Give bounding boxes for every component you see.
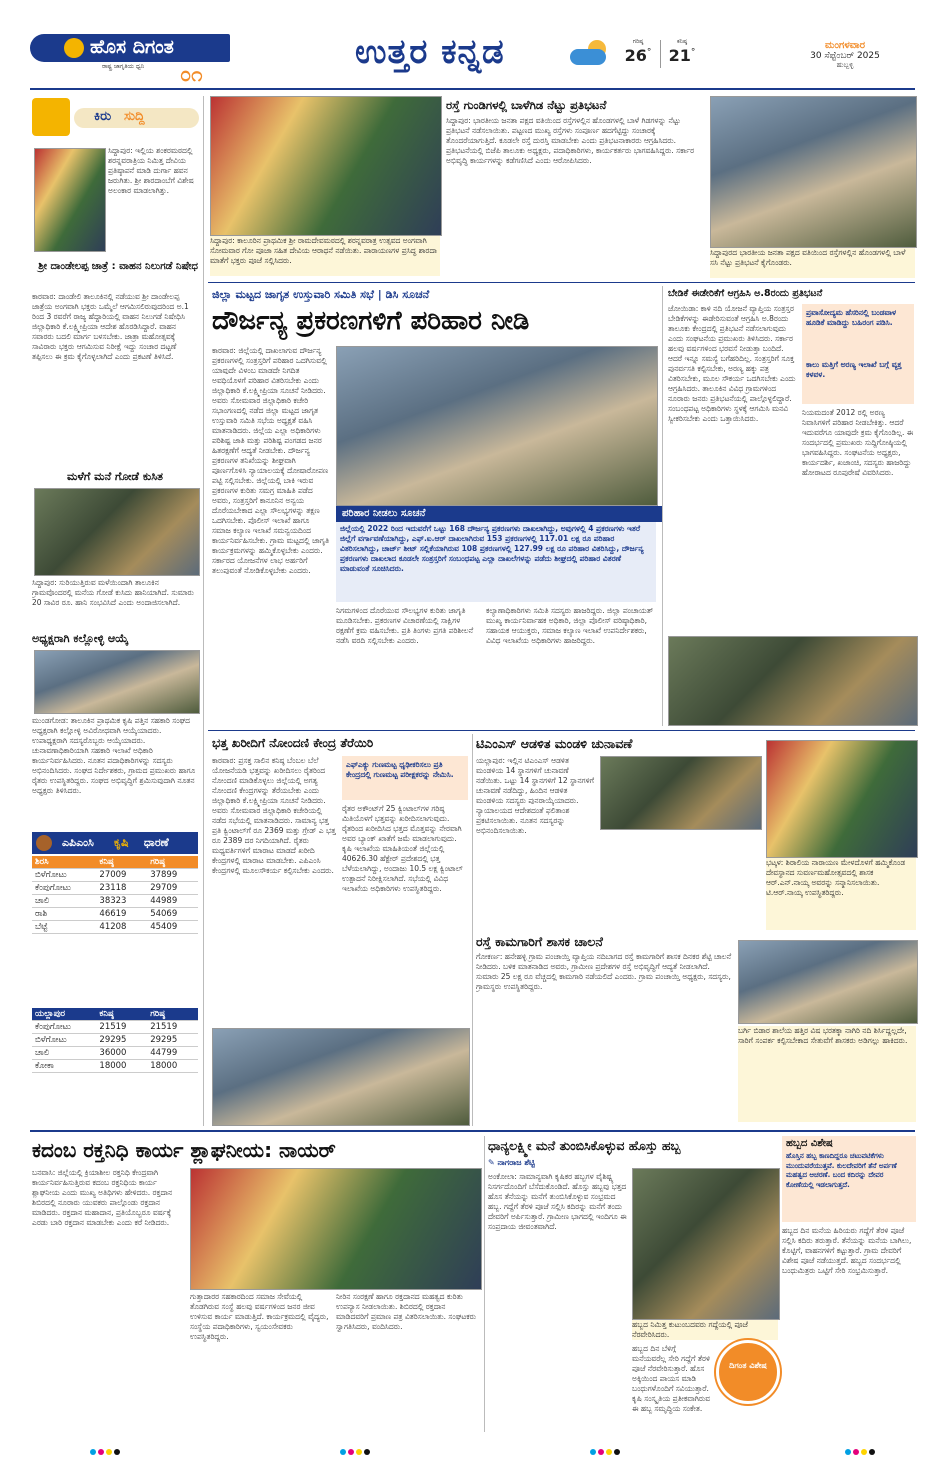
arecanut-icon [36, 835, 52, 851]
registration-marks-left [90, 1440, 122, 1459]
weather-max [620, 38, 656, 65]
lead-text-col4: ಕಲ್ಯಾಣಾಧಿಕಾರಿಗಳು ಸಮಿತಿ ಸದಸ್ಯರು ಹಾಜರಿದ್ದರು. ಜಿಲ್ಲಾ ಪಂಚಾಯತ್ ಮುಖ್ಯ ಕಾರ್ಯನಿರ್ವಾಹಕ ಅಧಿಕಾರಿ, ಜಿಲ್ಲಾ ಪೊಲೀಸ್ ವರಿಷ್ಠಾಧಿಕಾರಿ, ಸಹಾಯಕ ಆಯುಕ್ತರು, ಸಮಾಜ ಕಲ್ಯಾಣ ಇಲಾಖೆ ಉಪನಿರ್ದೇಶಕರು, ವಿವಿಧ ಇಲಾಖೆಯ ಅಧಿಕಾರಿಗಳು ಹಾಜರಿದ್ದರು. [486, 606, 654, 645]
row-divider-3 [30, 1130, 915, 1132]
table-row: ಬೆಟ್ಟೆ 41208 45409 [32, 921, 198, 934]
lead-text-col1: ಕಾರವಾರ: ಜಿಲ್ಲೆಯಲ್ಲಿ ದಾಖಲಾಗುವ ದೌರ್ಜನ್ಯ ಪ್ರಕರಣಗಳಲ್ಲಿ ಸಂತ್ರಸ್ತರಿಗೆ ಪರಿಹಾರ ಒದಗಿಸುವಲ್ಲಿ ಯಾವುದೇ ವಿಳಂಬ ಮಾಡದೇ ನಿಗದಿತ ಅವಧಿಯೊಳಗೆ ಪರಿಹಾರ ವಿತರಿಸಬೇಕು ಎಂದು ಜಿಲ್ಲಾಧಿಕಾರಿ ಕೆ.ಲಕ್ಷ್ಮೀಪ್ರಿಯಾ ಸೂಚನೆ ನೀಡಿದರು. ಅವರು ಸೋಮವಾರ ಜಿಲ್ಲಾಧಿಕಾರಿ ಕಚೇರಿ ಸಭಾಂಗಣದಲ್ಲಿ ನಡೆದ ಜಿಲ್ಲಾ ಮಟ್ಟದ ಜಾಗೃತ ಉಸ್ತುವಾರಿ ಸಮಿತಿ ಸಭೆಯ ಅಧ್ಯಕ್ಷತೆ ವಹಿಸಿ ಮಾತನಾಡಿದರು. ಜಿಲ್ಲೆಯ ಎಲ್ಲಾ ಅಧಿಕಾರಿಗಳು ಪರಿಶಿಷ್ಟ ಜಾತಿ ಮತ್ತು ಪರಿಶಿಷ್ಟ ಪಂಗಡದ ಜನರ ಹಿತರಕ್ಷಣೆಗೆ ಆದ್ಯತೆ ನೀಡಬೇಕು. ದೌರ್ಜನ್ಯ ಪ್ರಕರಣಗಳ ತನಿಖೆಯನ್ನು ಶೀಘ್ರವಾಗಿ ಪೂರ್ಣಗೊಳಿಸಿ ನ್ಯಾಯಾಲಯಕ್ಕೆ ದೋಷಾರೋಪಣ ಪಟ್ಟಿ ಸಲ್ಲಿಸಬೇಕು. ಜಿಲ್ಲೆಯಲ್ಲಿ ಬಾಕಿ ಇರುವ ಪ್ರಕರಣಗಳ ಕುರಿತು ಸಮಗ್ರ ಮಾಹಿತಿ ಪಡೆದ ಅವರು, ಸಂತ್ರಸ್ತರಿಗೆ ಕಾನೂನಿನ ಅನ್ವಯ ದೊರೆಯಬೇಕಾದ ಎಲ್ಲಾ ಸೌಲಭ್ಯಗಳನ್ನು ತಕ್ಷಣ ಒದಗಿಸಬೇಕು. ಪೊಲೀಸ್ ಇಲಾಖೆ ಹಾಗೂ ಸಮಾಜ ಕಲ್ಯಾಣ ಇಲಾಖೆ ಸಮನ್ವಯದಿಂದ ಕಾರ್ಯನಿರ್ವಹಿಸಬೇಕು. ಗ್ರಾಮ ಮಟ್ಟದಲ್ಲಿ ಜಾಗೃತಿ ಕಾರ್ಯಕ್ರಮಗಳನ್ನು ಹಮ್ಮಿಕೊಳ್ಳಬೇಕು ಎಂದರು. ಸರ್ಕಾರದ ಯೋಜನೆಗಳ ಲಾಭ ಅರ್ಹರಿಗೆ ತಲುಪುವಂತೆ ನೋಡಿಕೊಳ್ಳಬೇಕು ಎಂದರು. [212, 346, 330, 575]
festival-side-points: ಹೊಸ್ತಿನ ಹಬ್ಬ ಕಾಣದಿದ್ದರೂ ಚಟುವಟಿಕೆಗಳು ಮುಂದುವರೆಯುತ್ತವೆ. ಕುಲದೇವರಿಗೆ ತೆನೆ ಅರ್ಪಣೆ ಮಹತ್ವದ ಆಚರಣೆ. ಬಂದ ಕದಿರನ್ನು ದೇವರ ಕೋಣೆಯಲ್ಲಿ ಇಡಲಾಗುತ್ತದೆ. [786, 1152, 897, 1189]
left-story3-text: ಸಿದ್ದಾಪುರ: ಸುರಿಯುತ್ತಿರುವ ಮಳೆಯಿಂದಾಗಿ ತಾಲೂಕಿನ ಗ್ರಾಮವೊಂದರಲ್ಲಿ ಮನೆಯ ಗೋಡೆ ಕುಸಿದು ಹಾನಿಯಾಗಿದೆ. ಸುಮಾರು 20 ಸಾವಿರ ರೂ. ಹಾನಿ ಸಂಭವಿಸಿದೆ ಎಂದು ಅಂದಾಜಿಸಲಾಗಿದೆ. [32, 578, 194, 607]
tms-photo [600, 756, 762, 830]
protest-text: ಸಿದ್ದಾಪುರ: ಭಾರತೀಯ ಜನತಾ ಪಕ್ಷದ ವತಿಯಿಂದ ರಸ್ತೆಗಳಲ್ಲಿನ ಹೊಂಡಗಳಲ್ಲಿ ಬಾಳೆ ಗಿಡಗಳನ್ನು ನೆಟ್ಟು ಪ್ರತಿಭಟನೆ ನಡೆಸಲಾಯಿತು. ಪಟ್ಟಣದ ಮುಖ್ಯ ರಸ್ತೆಗಳು ಸಂಪೂರ್ಣ ಹದಗೆಟ್ಟಿದ್ದು ಸಂಚಾರಕ್ಕೆ ತೊಂದರೆಯಾಗುತ್ತಿದೆ. ಕೂಡಲೇ ರಸ್ತೆ ದುರಸ್ತಿ ಮಾಡಬೇಕು ಎಂದು ಪ್ರತಿಭಟನಾಕಾರರು ಆಗ್ರಹಿಸಿದರು. ಪ್ರತಿಭಟನೆಯಲ್ಲಿ ಬಿಜೆಪಿ ತಾಲೂಕು ಅಧ್ಯಕ್ಷರು, ಪದಾಧಿಕಾರಿಗಳು, ಕಾರ್ಯಕರ್ತರು ಭಾಗವಹಿಸಿದ್ದರು. ಸರ್ಕಾರ ಅಭಿವೃದ್ಧಿ ಕಾರ್ಯಗಳನ್ನು ಕಡೆಗಣಿಸಿದೆ ಎಂದು ಆರೋಪಿಸಿದರು. [446, 116, 695, 165]
dateline [770, 40, 920, 70]
weather-min-label: ಕನಿಷ್ಠ [676, 38, 688, 45]
market-box [32, 832, 198, 1122]
bottom-vertical-rule [484, 1136, 485, 1432]
festival-side-text: ಹಬ್ಬದ ದಿನ ಮನೆಯ ಹಿರಿಯರು ಗದ್ದೆಗೆ ತೆರಳಿ ಪೂಜೆ ಸಲ್ಲಿಸಿ ಕದಿರು ತರುತ್ತಾರೆ. ತೆನೆಯನ್ನು ಮನೆಯ ಬಾಗಿಲು, ಕೊಟ್ಟಿಗೆ, ವಾಹನಗಳಿಗೆ ಕಟ್ಟುತ್ತಾರೆ. ಗ್ರಾಮ ದೇವರಿಗೆ ವಿಶೇಷ ಪೂಜೆ ನಡೆಯುತ್ತದೆ. ಹಬ್ಬದ ಸಂದರ್ಭದಲ್ಲಿ ಬಂಧುಮಿತ್ರರು ಒಟ್ಟಿಗೆ ಸೇರಿ ಸಂಭ್ರಮಿಸುತ್ತಾರೆ. [782, 1226, 912, 1275]
protest-head: ರಸ್ತೆ ಗುಂಡಿಗಳಲ್ಲಿ ಬಾಳೆಗಿಡ ನೆಟ್ಟು ಪ್ರತಿಭಟನೆ [446, 98, 607, 112]
harvest-text: ಅಂಕೋಲಾ: ಸಾಮಾನ್ಯವಾಗಿ ಕೃಷಿಕರ ಹಬ್ಬಗಳ ವೈಶಿಷ್ಟ್ಯ ನಿಸರ್ಗದೊಂದಿಗೆ ಬೆಸೆದುಕೊಂಡಿದೆ. ಹೊಸ್ತು ಹಬ್ಬವು ಭತ್ತದ ಹೊಸ ತೆನೆಯನ್ನು ಮನೆಗೆ ತುಂಬಿಸಿಕೊಳ್ಳುವ ಸಂಭ್ರಮದ ಹಬ್ಬ. ಗದ್ದೆಗೆ ತೆರಳಿ ಪೂಜೆ ಸಲ್ಲಿಸಿ ಕದಿರನ್ನು ಮನೆಗೆ ತಂದು ದೇವರಿಗೆ ಅರ್ಪಿಸುತ್ತಾರೆ. ಗ್ರಾಮೀಣ ಭಾಗದಲ್ಲಿ ಇಂದಿಗೂ ಈ ಸಂಪ್ರದಾಯ ಜೀವಂತವಾಗಿದೆ. [488, 1172, 627, 1231]
sirsi-max-label: ಗರಿಷ್ಠ [147, 856, 198, 869]
blood-text3: ನೀರಿನ ಸಂರಕ್ಷಣೆ ಹಾಗೂ ರಕ್ತದಾನದ ಮಹತ್ವದ ಕುರಿತು ಉಪನ್ಯಾಸ ನೀಡಲಾಯಿತು. ಶಿಬಿರದಲ್ಲಿ ರಕ್ತದಾನ ಮಾಡಿದವರಿಗೆ ಪ್ರಮಾಣ ಪತ್ರ ವಿತರಿಸಲಾಯಿತು. ಸಂಘಟಕರು ಸ್ವಾಗತಿಸಿದರು, ವಂದಿಸಿದರು. [336, 1292, 476, 1331]
table-row: ಕೆಂಪುಗೋಟು 21519 21519 [32, 1021, 198, 1034]
edition-title: ಉತ್ತರ ಕನ್ನಡ [355, 32, 505, 72]
lead-text-col3: ನಿಗಮಗಳಿಂದ ದೊರೆಯುವ ಸೌಲಭ್ಯಗಳ ಕುರಿತು ಜಾಗೃತಿ ಮೂಡಿಸಬೇಕು. ಪ್ರಕರಣಗಳ ವಿಚಾರಣೆಯಲ್ಲಿ ಸಾಕ್ಷಿಗಳ ರಕ್ಷಣೆಗೆ ಕ್ರಮ ವಹಿಸಬೇಕು. ಪ್ರತಿ ತಿಂಗಳು ಪ್ರಗತಿ ಪರಿಶೀಲನೆ ನಡೆಸಿ ವರದಿ ಸಲ್ಲಿಸಬೇಕು ಎಂದರು. [336, 606, 474, 645]
left-story4-text: ಮುಂಡಗೋಡ: ತಾಲೂಕಿನ ಪ್ರಾಥಮಿಕ ಕೃಷಿ ಪತ್ತಿನ ಸಹಕಾರಿ ಸಂಘದ ಅಧ್ಯಕ್ಷರಾಗಿ ಕಲ್ಲೋಳ್ಳಿ ಅವಿರೋಧವಾಗಿ ಆಯ್ಕೆಯಾದರು. ಉಪಾಧ್ಯಕ್ಷರಾಗಿ ಸದಸ್ಯರೊಬ್ಬರು ಆಯ್ಕೆಯಾದರು. ಚುನಾವಣಾಧಿಕಾರಿಯಾಗಿ ಸಹಕಾರಿ ಇಲಾಖೆ ಅಧಿಕಾರಿ ಕಾರ್ಯನಿರ್ವಹಿಸಿದರು. ನೂತನ ಪದಾಧಿಕಾರಿಗಳನ್ನು ಸದಸ್ಯರು ಅಭಿನಂದಿಸಿದರು. ಸಂಘದ ನಿರ್ದೇಶಕರು, ಗ್ರಾಮದ ಪ್ರಮುಖರು ಹಾಗೂ ರೈತರು ಉಪಸ್ಥಿತರಿದ್ದರು. ಸಂಘದ ಅಭಿವೃದ್ಧಿಗೆ ಶ್ರಮಿಸುವುದಾಗಿ ನೂತನ ಅಧ್ಯಕ್ಷರು ತಿಳಿಸಿದರು. [32, 716, 196, 795]
weather-min-value: 21 [668, 46, 691, 65]
kirusuddi-label-a: ಕಿರು [94, 109, 112, 124]
paddy-head: ಭತ್ತ ಖರೀದಿಗೆ ನೋಂದಣಿ ಕೇಂದ್ರ ತೆರೆಯಿರಿ [212, 736, 374, 750]
market-title-a: ಎಪಿಎಂಸಿ [62, 836, 98, 849]
lead-headline: ದೌರ್ಜನ್ಯ ಪ್ರಕರಣಗಳಿಗೆ ಪರಿಹಾರ ನೀಡಿ [212, 306, 530, 336]
kirusuddi-label-b: ಸುದ್ದಿ [124, 109, 145, 124]
right-bullet1: ಪ್ರವಾಸೋದ್ಯಮ ಹೆಸರಿನಲ್ಲಿ ಬಂಡವಾಳ ಹೂಡಿಕೆ ಮಾಡಿದ್ದು ಬಹಿರಂಗ ಪಡಿಸಿ. [806, 308, 897, 327]
registration-marks-center-right [590, 1440, 622, 1459]
byline-pen-icon: ✎ [488, 1158, 498, 1167]
left-story2-head: ಶ್ರೀ ದಾಂಡೇಲಪ್ಪ ಜಾತ್ರೆ : ವಾಹನ ನಿಲುಗಡೆ ನಿಷೇಧ [38, 261, 198, 272]
protest-photo [710, 96, 917, 248]
group-photo-left [34, 650, 200, 714]
kirusuddi-header [32, 98, 202, 138]
lead-kicker: ಜಿಲ್ಲಾ ಮಟ್ಟದ ಜಾಗೃತ ಉಸ್ತುವಾರಿ ಸಮಿತಿ ಸಭೆ | ಡಿಸಿ ಸೂಚನೆ [212, 288, 430, 301]
weather-min-unit: ° [690, 47, 696, 58]
festival-side-head: ಹಬ್ಬದ ವಿಶೇಷ [786, 1138, 833, 1149]
weather-icon [570, 40, 610, 66]
protest-caption: ಸಿದ್ದಾಪುರದ ಭಾರತೀಯ ಜನತಾ ಪಕ್ಷದ ವತಿಯಿಂದ ರಸ್ತೆಗಳಲ್ಲಿನ ಹೊಂಡಗಳಲ್ಲಿ ಬಾಳೆ ಸಸಿ ನೆಟ್ಟು ಪ್ರತಿಭಟನೆ ಕೈಗೊಂಡರು. [710, 248, 915, 278]
left-story3-head: ಮಳೆಗೆ ಮನೆ ಗೋಡೆ ಕುಸಿತ [67, 470, 163, 483]
market-title-b: ಕೃಷಿ [114, 836, 129, 849]
harvest-byline [488, 1158, 608, 1168]
left-story4-head: ಅಧ್ಯಕ್ಷರಾಗಿ ಕಲ್ಲೋಳ್ಳಿ ಆಯ್ಕೆ [32, 632, 129, 645]
seal-text: ದಿಗಂತ ವಿಶೇಷ [729, 1361, 767, 1370]
left-story1: ಸಿದ್ದಾಪುರ: ಇಲ್ಲಿಯ ಶಂಕರಮಠದಲ್ಲಿ ಶರನ್ನವರಾತ್ರಿಯ ನಿಮಿತ್ತ ದೇವಿಯ ಪ್ರತಿಷ್ಠಾಪನೆ ಮಾಡಿ ದುರ್ಗಾ ಹವನ ಜರುಗಿತು. ಶ್ರೀ ಶಾರದಾಂಬೆಗೆ ವಿಶೇಷ ಅಲಂಕಾರ ಮಾಡಲಾಗಿತ್ತು. [108, 146, 194, 195]
meeting-photo [336, 346, 658, 506]
blood-text: ಬನವಾಸಿ: ಜಿಲ್ಲೆಯಲ್ಲಿ ಕ್ರಿಯಾಶೀಲ ರಕ್ತನಿಧಿ ಕೇಂದ್ರವಾಗಿ ಕಾರ್ಯನಿರ್ವಹಿಸುತ್ತಿರುವ ಕದಂಬ ರಕ್ತನಿಧಿಯ ಕಾರ್ಯ ಶ್ಲಾಘನೀಯ ಎಂದು ಮುಖ್ಯ ಅತಿಥಿಗಳು ಹೇಳಿದರು. ರಕ್ತದಾನ ಶಿಬಿರದಲ್ಲಿ ನೂರಾರು ಯುವಕರು ಪಾಲ್ಗೊಂಡು ರಕ್ತದಾನ ಮಾಡಿದರು. ರಕ್ತದಾನ ಮಹಾದಾನ, ಪ್ರತಿಯೊಬ್ಬರೂ ವರ್ಷಕ್ಕೆ ಎರಡು ಬಾರಿ ರಕ್ತದಾನ ಮಾಡಬೇಕು ಎಂದು ಕರೆ ನೀಡಿದರು. [32, 1168, 173, 1227]
column-divider [203, 96, 204, 1126]
table-row: ಕೆಂಪುಗೋಟು 23118 29709 [32, 882, 198, 895]
tagline: ರಾಷ್ಟ್ರ ಜಾಗೃತಿಯ ಧ್ವನಿ [102, 63, 145, 70]
right-bullet2: ಕಾಲು ಮತ್ತಿಗೆ ಅರಣ್ಯ ಇಲಾಖೆ ಬಗ್ಗೆ ವ್ಯಕ್ತ ಕಳವಳ. [806, 360, 902, 379]
masthead-rule [30, 88, 915, 90]
house-photo [34, 488, 200, 576]
paddy-callout-text: ಎಫ್‌ಎಕ್ಯು ಗುಣಮಟ್ಟ ಧೃಢೀಕರಿಸಲು ಪ್ರತಿ ಕೇಂದ್ರದಲ್ಲಿ ಗುಣಮಟ್ಟ ಪರೀಕ್ಷಕರನ್ನು ನೇಮಿಸಿ. [346, 760, 454, 779]
weather-min [664, 38, 700, 65]
weather-max-label: ಗರಿಷ್ಠ [632, 38, 644, 45]
city: ಹುಬ್ಬಳ್ಳಿ [836, 61, 854, 69]
road-photo [738, 940, 918, 1024]
weather-max-unit: ° [646, 47, 652, 58]
relief-box-text: ಜಿಲ್ಲೆಯಲ್ಲಿ 2022 ರಿಂದ ಇದುವರೆಗೆ ಒಟ್ಟು 168 ದೌರ್ಜನ್ಯ ಪ್ರಕರಣಗಳು ದಾಖಲಾಗಿದ್ದು, ಅವುಗಳಲ್ಲಿ 4 ಪ್ರಕರಣಗಳು ಇತರೆ ಜಿಲ್ಲೆಗೆ ವರ್ಗಾವಣೆಯಾಗಿದ್ದು, ಎಫ್.ಐ.ಆರ್ ದಾಖಲಾಗಿರುವ 153 ಪ್ರಕರಣಗಳಲ್ಲಿ 117.01 ಲಕ್ಷ ರೂ ಪರಿಹಾರ ವಿತರಿಸಲಾಗಿದ್ದು, ಚಾರ್ಜ್ ಶೀಟ್ ಸಲ್ಲಿಕೆಯಾಗಿರುವ 108 ಪ್ರಕರಣಗಳಲ್ಲಿ 127.99 ಲಕ್ಷ ರೂ ಪರಿಹಾರ ವಿತರಿಸಿದ್ದು, ದೌರ್ಜನ್ಯ ಪ್ರಕರಣಗಳು ದಾಖಲಾದ ಕೂಡಲೇ ಸಂತ್ರಸ್ತರಿಗೆ ಸಂಬಂಧಪಟ್ಟ ಎಲ್ಲಾ ದಾಖಲೆಗಳನ್ನು ಪಡೆದು ಶೀಘ್ರದಲ್ಲಿ ಪರಿಹಾರ ವಿತರಣೆ ಮಾಡುವಂತೆ ಸೂಚಿಸಿದರು. [340, 524, 644, 573]
relief-box [336, 506, 656, 602]
blood-camp-photo [190, 1168, 482, 1290]
page-number: ೦೧ [180, 62, 203, 86]
finger-icon [32, 98, 70, 136]
yellapur-max-label: ಗರಿಷ್ಠ [147, 1008, 198, 1021]
sirsi-table [32, 856, 198, 934]
relief-box-title: ಪರಿಹಾರ ನೀಡಲು ಸೂಚನೆ [336, 506, 662, 522]
row-divider-2 [208, 730, 915, 731]
festival-side-box [782, 1136, 916, 1222]
right-text: ಜೋಯಿಡಾ: ಕಾಳಿ ನದಿ ಯೋಜನೆ ವ್ಯಾಪ್ತಿಯ ಸಂತ್ರಸ್ತರ ಬೇಡಿಕೆಗಳನ್ನು ಈಡೇರಿಸುವಂತೆ ಆಗ್ರಹಿಸಿ ಅ.8ರಂದು ತಾಲೂಕು ಕೇಂದ್ರದಲ್ಲಿ ಪ್ರತಿಭಟನೆ ನಡೆಸಲಾಗುವುದು ಎಂದು ಸಂಘಟನೆಯ ಪ್ರಮುಖರು ತಿಳಿಸಿದರು. ಸರ್ಕಾರ ಹಲವು ವರ್ಷಗಳಿಂದ ಭರವಸೆ ನೀಡುತ್ತಾ ಬಂದಿದೆ. ಆದರೆ ಇನ್ನೂ ಸಮಸ್ಯೆ ಬಗೆಹರಿದಿಲ್ಲ. ಸಂತ್ರಸ್ತರಿಗೆ ಸೂಕ್ತ ಪುನರ್ವಸತಿ ಕಲ್ಪಿಸಬೇಕು, ಅರಣ್ಯ ಹಕ್ಕು ಪತ್ರ ವಿತರಿಸಬೇಕು, ಮೂಲ ಸೌಕರ್ಯ ಒದಗಿಸಬೇಕು ಎಂದು ಆಗ್ರಹಿಸಿದರು. ತಾಲೂಕಿನ ವಿವಿಧ ಗ್ರಾಮಗಳಿಂದ ನೂರಾರು ಜನರು ಪ್ರತಿಭಟನೆಯಲ್ಲಿ ಪಾಲ್ಗೊಳ್ಳಲಿದ್ದಾರೆ. ಸಂಬಂಧಪಟ್ಟ ಅಧಿಕಾರಿಗಳು ಸ್ಥಳಕ್ಕೆ ಆಗಮಿಸಿ ಮನವಿ ಸ್ವೀಕರಿಸಬೇಕು ಎಂದು ಒತ್ತಾಯಿಸಿದರು. [668, 304, 796, 423]
market-header [32, 832, 198, 854]
tms-text: ಯಲ್ಲಾಪುರ: ಇಲ್ಲಿನ ಟಿಎಂಎಸ್ ಆಡಳಿತ ಮಂಡಳಿಯ 14 ಸ್ಥಾನಗಳಿಗೆ ಚುನಾವಣೆ ನಡೆಯಿತು. ಒಟ್ಟು 14 ಸ್ಥಾನಗಳಿಗೆ 12 ಸ್ಥಾನಗಳಿಗೆ ಚುನಾವಣೆ ನಡೆದಿದ್ದು, ಹಿಂದಿನ ಆಡಳಿತ ಮಂಡಳಿಯ ಸದಸ್ಯರು ಪುನರಾಯ್ಕೆಯಾದರು. ನ್ಯಾಯಾಲಯದ ಆದೇಶದಂತೆ ಫಲಿತಾಂಶ ಪ್ರಕಟಿಸಲಾಯಿತು. ನೂತನ ಸದಸ್ಯರನ್ನು ಅಭಿನಂದಿಸಲಾಯಿತು. [476, 756, 595, 835]
date: 30 ಸೆಪ್ಟೆಂಬರ್ 2025 [810, 51, 880, 61]
byline-name: ನಾಗರಾಜ ಶೆಟ್ಟಿ [497, 1158, 535, 1167]
market-title-c: ಧಾರಣೆ [140, 836, 169, 849]
mid-vertical-rule [472, 734, 473, 1126]
goddess-photo [34, 148, 106, 252]
sirsi-min-label: ಕನಿಷ್ಠ [96, 856, 147, 869]
harvest-head: ಧಾನ್ಯಲಕ್ಷ್ಮೀ ಮನೆ ತುಂಬಿಸಿಕೊಳ್ಳುವ ಹೊಸ್ತು ಹಬ್ಬ [488, 1138, 681, 1153]
masthead [0, 0, 945, 92]
paper-name: ಹೊಸ ದಿಗಂತ [90, 36, 174, 58]
felicitation-caption: ಭಟ್ಕಳ: ಶಿರಾಲಿಯ ನಾರಾಯಣ ಮೇಳದೊಳಗೆ ಹಮ್ಮಿಕೊಂಡ ದೇವಸ್ಥಾನದ ಸುವರ್ಣಮಹೋತ್ಸವದಲ್ಲಿ ಶಾಸಕ ಆರ್.ಎನ್.ನಾಯ್ಕ ಅವರನ್ನು ಸನ್ಮಾನಿಸಲಾಯಿತು. ಟಿ.ಆರ್.ನಾಯ್ಕ ಉಪಸ್ಥಿತರಿದ್ದರು. [766, 858, 916, 930]
left-story2-text: ಕಾರವಾರ: ದಾಂಡೇಲಿ ತಾಲೂಕಿನಲ್ಲಿ ನಡೆಯುವ ಶ್ರೀ ದಾಂಡೇಲಪ್ಪ ಜಾತ್ರೆಯ ಅಂಗವಾಗಿ ಭಕ್ತರು ಒಮ್ಮೆಲೆ ಆಗಮಿಸಲಿರುವುದರಿಂದ ಅ.1 ರಿಂದ 3 ರವರೆಗೆ ರಾಜ್ಯ ಹೆದ್ದಾರಿಯಲ್ಲಿ ವಾಹನ ನಿಲುಗಡೆ ನಿಷೇಧಿಸಿ ಜಿಲ್ಲಾಧಿಕಾರಿ ಕೆ.ಲಕ್ಷ್ಮೀಪ್ರಿಯಾ ಆದೇಶ ಹೊರಡಿಸಿದ್ದಾರೆ. ವಾಹನ ಸವಾರರು ಬದಲಿ ಮಾರ್ಗ ಬಳಸಬೇಕು. ಜಾತ್ರಾ ಮಹೋತ್ಸವಕ್ಕೆ ಸಾವಿರಾರು ಭಕ್ತರು ಆಗಮಿಸುವ ನಿರೀಕ್ಷೆ ಇದ್ದು ಸಂಚಾರ ದಟ್ಟಣೆ ತಪ್ಪಿಸಲು ಈ ಕ್ರಮ ಕೈಗೊಳ್ಳಲಾಗಿದೆ ಎಂದು ಪ್ರಕಟಣೆ ತಿಳಿಸಿದೆ. [32, 292, 189, 361]
sirsi-label: ಶಿರಸಿ [32, 856, 96, 869]
paddy-text2: ರೈತರ ಅಕೌಂಟ್‌ಗೆ 25 ಕ್ವಿಂಟಾಲ್‌ಗಳ ಗರಿಷ್ಠ ಮಿತಿಯೊಳಗೆ ಭತ್ತವನ್ನು ಖರೀದಿಸಲಾಗುವುದು. ರೈತರಿಂದ ಖರೀದಿಸಿದ ಭತ್ತದ ಮೊತ್ತವನ್ನು ನೇರವಾಗಿ ಅವರ ಬ್ಯಾಂಕ್ ಖಾತೆಗೆ ಜಮೆ ಮಾಡಲಾಗುವುದು. ಕೃಷಿ ಇಲಾಖೆಯ ಮಾಹಿತಿಯಂತೆ ಜಿಲ್ಲೆಯಲ್ಲಿ 40626.30 ಹೆಕ್ಟೇರ್ ಪ್ರದೇಶದಲ್ಲಿ ಭತ್ತ ಬೆಳೆಯಲಾಗಿದ್ದು, ಅಂದಾಜು 10.5 ಲಕ್ಷ ಕ್ವಿಂಟಾಲ್ ಉತ್ಪಾದನೆ ನಿರೀಕ್ಷಿಸಲಾಗಿದೆ. ಸಭೆಯಲ್ಲಿ ವಿವಿಧ ಇಲಾಖೆಯ ಅಧಿಕಾರಿಗಳು ಉಪಸ್ಥಿತರಿದ್ದರು. [342, 804, 463, 893]
logo-emblem-icon [64, 38, 84, 58]
road-text: ಗೋಕರ್ಣ: ಹನೇಹಳ್ಳಿ ಗ್ರಾಮ ಪಂಚಾಯ್ತಿ ವ್ಯಾಪ್ತಿಯ ನದಿಬಾಗದ ರಸ್ತೆ ಕಾಮಗಾರಿಗೆ ಶಾಸಕ ದಿನಕರ ಶೆಟ್ಟಿ ಚಾಲನೆ ನೀಡಿದರು. ಬಳಿಕ ಮಾತನಾಡಿದ ಅವರು, ಗ್ರಾಮೀಣ ಪ್ರದೇಶಗಳ ರಸ್ತೆ ಅಭಿವೃದ್ಧಿಗೆ ಆದ್ಯತೆ ನೀಡಲಾಗಿದೆ. ಸುಮಾರು 25 ಲಕ್ಷ ರೂ ವೆಚ್ಚದಲ್ಲಿ ಕಾಮಗಾರಿ ನಡೆಯಲಿದೆ ಎಂದರು. ಗ್ರಾಮ ಪಂಚಾಯ್ತಿ ಅಧ್ಯಕ್ಷರು, ಸದಸ್ಯರು, ಗ್ರಾಮಸ್ಥರು ಉಪಸ್ಥಿತರಿದ್ದರು. [476, 952, 732, 991]
yellapur-table [32, 1008, 198, 1073]
weather-max-value: 26 [624, 46, 647, 65]
right-text2: ನಿಯಮದಂತೆ 2012 ರಲ್ಲಿ ಅರಣ್ಯ ನಿವಾಸಿಗಳಿಗೆ ಪರಿಹಾರ ನೀಡಬೇಕಿತ್ತು. ಆದರೆ ಇದುವರೆಗೂ ಯಾವುದೇ ಕ್ರಮ ಕೈಗೊಂಡಿಲ್ಲ. ಈ ಸಂದರ್ಭದಲ್ಲಿ ಪ್ರಮುಖರು ಸುದ್ದಿಗೋಷ್ಠಿಯಲ್ಲಿ ಭಾಗವಹಿಸಿದ್ದರು. ಸಂಘಟನೆಯ ಅಧ್ಯಕ್ಷರು, ಕಾರ್ಯದರ್ಶಿ, ಖಜಾಂಚಿ, ಸದಸ್ಯರು ಹಾಜರಿದ್ದು ಹೋರಾಟದ ರೂಪುರೇಷೆ ವಿವರಿಸಿದರು. [802, 408, 914, 477]
yellapur-label: ಯಲ್ಲಾಪುರ [32, 1008, 96, 1021]
paddy-meeting-photo [212, 1028, 470, 1126]
harvest-photo [632, 1168, 780, 1320]
temple-caption: ಸಿದ್ದಾಪುರ: ಕಾಲೂರಿನ ಪ್ರಾಥಮಿಕ ಶ್ರೀ ರಾಮದೇವಮಠದಲ್ಲಿ ಶರನ್ನವರಾತ್ರ ಉತ್ಸವದ ಅಂಗವಾಗಿ ಸೋಮವಾರ ಗೋ ಪೂಜಾ ಸಹಿತ ದೇವಿಯ ಆರಾಧನೆ ನಡೆಯಿತು. ಪಾರಾಯಣಗಳ ಪ್ರಸಿದ್ಧ ಶಾರದಾ ಮಾತೆಗೆ ಭಕ್ತರು ಪೂಜೆ ಸಲ್ಲಿಸಿದರು. [210, 236, 440, 276]
paddy-text: ಕಾರವಾರ: ಪ್ರಸಕ್ತ ಸಾಲಿನ ಕನಿಷ್ಠ ಬೆಂಬಲ ಬೆಲೆ ಯೋಜನೆಯಡಿ ಭತ್ತವನ್ನು ಖರೀದಿಸಲು ರೈತರಿಂದ ನೋಂದಣಿ ಮಾಡಿಕೊಳ್ಳಲು ಜಿಲ್ಲೆಯಲ್ಲಿ ಅಗತ್ಯ ನೋಂದಣಿ ಕೇಂದ್ರಗಳನ್ನು ತೆರೆಯಬೇಕು ಎಂದು ಜಿಲ್ಲಾಧಿಕಾರಿ ಕೆ.ಲಕ್ಷ್ಮೀಪ್ರಿಯಾ ಸೂಚನೆ ನೀಡಿದರು. ಅವರು ಸೋಮವಾರ ಜಿಲ್ಲಾಧಿಕಾರಿ ಕಚೇರಿಯಲ್ಲಿ ನಡೆದ ಸಭೆಯಲ್ಲಿ ಮಾತನಾಡಿದರು. ಸಾಮಾನ್ಯ ಭತ್ತ ಪ್ರತಿ ಕ್ವಿಂಟಾಲ್‌ಗೆ ರೂ 2369 ಮತ್ತು ಗ್ರೇಡ್ ಎ ಭತ್ತ ರೂ 2389 ದರ ನಿಗದಿಯಾಗಿದೆ. ರೈತರು ಮಧ್ಯವರ್ತಿಗಳಿಗೆ ಮಾರಾಟ ಮಾಡದೆ ಖರೀದಿ ಕೇಂದ್ರಗಳಲ್ಲಿ ಮಾರಾಟ ಮಾಡಬೇಕು. ಎಪಿಎಂಸಿ ಕೇಂದ್ರಗಳಲ್ಲಿ ಮೂಲಸೌಕರ್ಯ ಕಲ್ಪಿಸಬೇಕು ಎಂದರು. [212, 756, 336, 875]
row-divider-1 [208, 282, 915, 283]
harvest-caption: ಹಬ್ಬದ ನಿಮಿತ್ತ ಕುಟುಂಬದವರು ಗದ್ದೆಯಲ್ಲಿ ಪೂಜೆ ನೆರವೇರಿಸಿದರು. [632, 1320, 778, 1340]
road-head: ರಸ್ತೆ ಕಾಮಗಾರಿಗೆ ಶಾಸಕ ಚಾಲನೆ [476, 934, 603, 949]
lead-vertical-rule [662, 286, 663, 726]
registration-marks-right [845, 1440, 877, 1459]
yellapur-min-label: ಕನಿಷ್ಠ [96, 1008, 147, 1021]
blood-text2: ಗುತ್ತಾದಾರರ ಸಹಕಾರದಿಂದ ಸಮಾಜ ಸೇವೆಯಲ್ಲಿ ತೊಡಗಿರುವ ಸಂಸ್ಥೆ ಹಲವು ವರ್ಷಗಳಿಂದ ಜನರ ಜೀವ ಉಳಿಸುವ ಕಾರ್ಯ ಮಾಡುತ್ತಿದೆ. ಕಾರ್ಯಕ್ರಮದಲ್ಲಿ ವೈದ್ಯರು, ಸಂಸ್ಥೆಯ ಪದಾಧಿಕಾರಿಗಳು, ಸ್ವಯಂಸೇವಕರು ಉಪಸ್ಥಿತರಿದ್ದರು. [190, 1292, 329, 1341]
temple-photo [210, 96, 442, 236]
registration-marks-center-left [340, 1440, 372, 1459]
table-row: ರಾಶಿ 46619 54069 [32, 908, 198, 921]
right-group-photo [668, 636, 918, 726]
table-row: ಬಿಳೆಗೋಟು 29295 29295 [32, 1034, 198, 1047]
road-caption: ಬರ್ಗಿ ಬಿಡಾರ ಶಾಲೆಯ ಹತ್ತಿರ ವಿಷ ಭರತಕ್ಕಾ ನಾಗಿರಿ ನದಿ ಶಿರ್ಸಿದ್ದಲ್ಲದೇ, ಸಾರಿಗೆ ಸಂಪರ್ಕ ಕಲ್ಪಿಸಬೇಕಾದ ಸೇತುವೆಗೆ ಶಾಸಕರು ಅಡಿಗಲ್ಲು ಹಾಕಿದರು. [738, 1026, 916, 1122]
tms-head: ಟಿಎಂಎಸ್ ಆಡಳಿತ ಮಂಡಳಿ ಚುನಾವಣೆ [476, 736, 633, 751]
blood-head: ಕದಂಬ ರಕ್ತನಿಧಿ ಕಾರ್ಯ ಶ್ಲಾಘನೀಯ: ನಾಯರ್ [32, 1138, 336, 1162]
day: ಮಂಗಳವಾರ [824, 40, 866, 51]
table-row: ಬಿಳೆಗೋಟು 27009 37899 [32, 869, 198, 882]
paddy-callout [342, 756, 468, 800]
table-row: ಚಾಲಿ 36000 44799 [32, 1047, 198, 1060]
logo [30, 30, 240, 86]
special-seal [716, 1340, 780, 1404]
right-bullet-box [802, 304, 914, 404]
harvest-text2: ಹಬ್ಬದ ದಿನ ಬೆಳಿಗ್ಗೆ ಮನೆಯವರೆಲ್ಲ ಸೇರಿ ಗದ್ದೆಗೆ ತೆರಳಿ ಪೂಜೆ ನೆರವೇರಿಸುತ್ತಾರೆ. ಹೊಸ ಅಕ್ಕಿಯಿಂದ ಪಾಯಸ ಮಾಡಿ ಬಂಧುಗಳೊಂದಿಗೆ ಸವಿಯುತ್ತಾರೆ. ಕೃಷಿ ಸಂಸ್ಕೃತಿಯ ಪ್ರತೀಕವಾಗಿರುವ ಈ ಹಬ್ಬ ಸಮೃದ್ಧಿಯ ಸಂಕೇತ. [632, 1344, 711, 1413]
table-row: ಚಾಲಿ 38323 44989 [32, 895, 198, 908]
right-head: ಬೇಡಿಕೆ ಈಡೇರಿಕೆಗೆ ಆಗ್ರಹಿಸಿ ಅ.8ರಂದು ಪ್ರತಿಭಟನೆ [668, 288, 823, 299]
table-row: ಕೋಕಾ 18000 18000 [32, 1060, 198, 1073]
felicitation-photo [766, 740, 918, 858]
